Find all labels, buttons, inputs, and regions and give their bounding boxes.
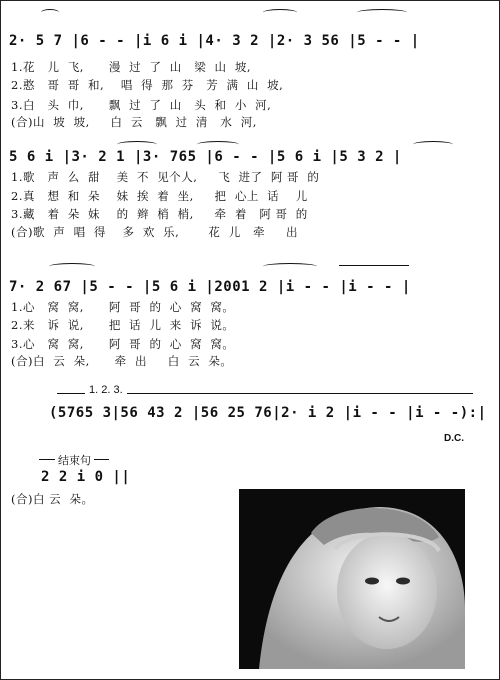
- lyric-chorus: (合)歌 声 唱 得 多 欢 乐, 花 儿 牵 出: [11, 225, 298, 239]
- ending-notes: 2 2 i 0 ||: [41, 469, 131, 485]
- ending-label: 结束句: [55, 452, 94, 468]
- score-line-1-notes: 2· 5 7 |6 - - |i 6 i |4· 3 2 |2· 3 56 |5 - - |: [9, 33, 420, 49]
- slur: [263, 9, 297, 16]
- lyric-verse-3: 3.白 头 巾, 飘 过 了 山 头 和 小 河,: [11, 98, 272, 112]
- lyric-chorus: (合)山 坡 坡, 白 云 飘 过 清 水 河,: [11, 115, 257, 129]
- tie-line: [339, 265, 409, 266]
- lyric-verse-2: 2.真 想 和 朵 妹 挨 着 坐, 把 心上 话 儿: [11, 189, 308, 203]
- portrait-illustration: [239, 489, 465, 669]
- slur: [413, 141, 453, 148]
- lyric-verse-3: 3.藏 着 朵 妹 的 辫 梢 梢, 牵 着 阿 哥 的: [11, 207, 308, 221]
- lyric-verse-1: 1.心 窝 窝, 阿 哥 的 心 窝 窝。: [11, 300, 235, 314]
- slur: [117, 141, 157, 148]
- lyric-verse-3: 3.心 窝 窝, 阿 哥 的 心 窝 窝。: [11, 337, 235, 351]
- slur: [357, 9, 407, 16]
- volta-label: 1. 2. 3.: [85, 384, 127, 396]
- ending-lyrics: (合)白 云 朵。: [11, 492, 94, 506]
- lyric-chorus: (合)白 云 朵, 牵 出 白 云 朵。: [11, 354, 233, 368]
- lyric-verse-2: 2.来 诉 说, 把 话 儿 来 诉 说。: [11, 318, 235, 332]
- slur: [263, 263, 317, 270]
- lyric-verse-2: 2.憨 哥 哥 和, 唱 得 那 芬 芳 满 山 坡,: [11, 78, 284, 92]
- slur: [41, 9, 59, 16]
- singer-portrait-photo: [239, 489, 465, 669]
- slur: [197, 141, 239, 148]
- lyric-verse-1: 1.歌 声 么 甜 美 不 见个人, 飞 进了 阿 哥 的: [11, 170, 320, 184]
- slur: [49, 263, 95, 270]
- dc-marking: D.C.: [444, 433, 464, 444]
- lyric-verse-1: 1.花 儿 飞, 漫 过 了 山 梁 山 坡,: [11, 60, 252, 74]
- score-line-3-notes: 7· 2 67 |5 - - |5 6 i |2001 2 |i - - |i - - |: [9, 279, 411, 295]
- score-line-2-notes: 5 6 i |3· 2 1 |3· 765 |6 - - |5 6 i |5 3 2 |: [9, 149, 402, 165]
- interlude-notes: (5765 3|56 43 2 |56 25 76|2· i 2 |i - - |i - -):|: [49, 405, 487, 421]
